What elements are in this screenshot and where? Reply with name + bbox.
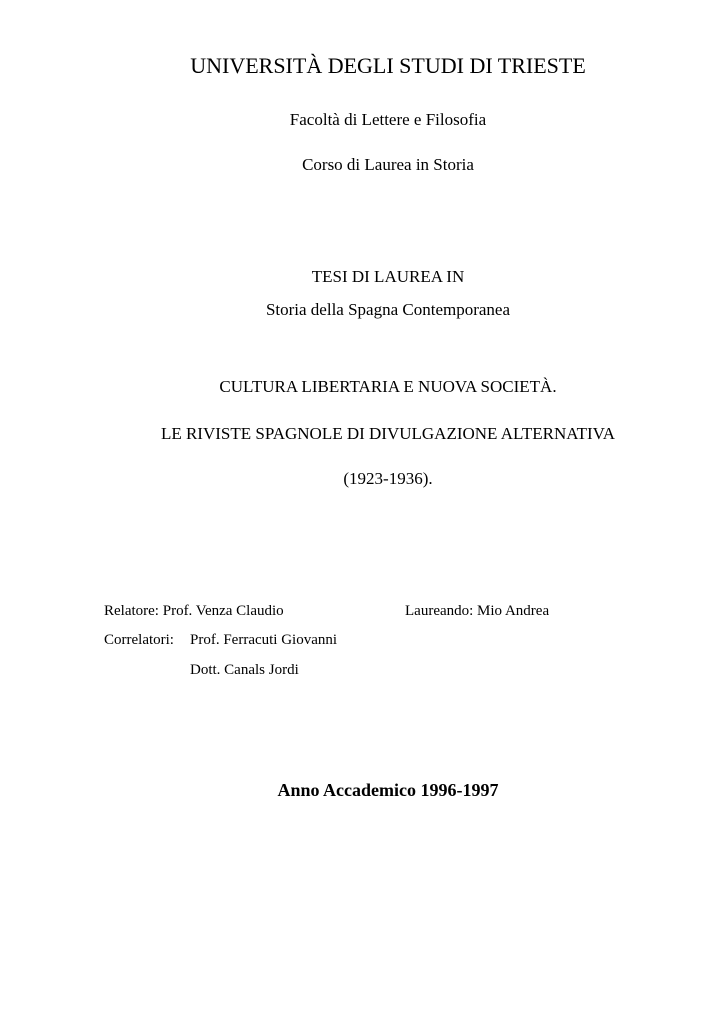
thesis-title-line-2: LE RIVISTE SPAGNOLE DI DIVULGAZIONE ALTERNATIVA [160,424,616,443]
laureando: Laureando: Mio Andrea [405,603,550,619]
thesis-subject: Storia della Spagna Contemporanea [265,300,511,319]
thesis-title-line-3: (1923-1936). [343,469,433,488]
university-name: UNIVERSITÀ DEGLI STUDI DI TRIESTE [190,53,586,78]
thesis-title-line-1: CULTURA LIBERTARIA E NUOVA SOCIETÀ. [219,377,557,396]
faculty-name: Facoltà di Lettere e Filosofia [289,110,487,129]
academic-year: Anno Accademico 1996-1997 [277,780,499,800]
correlatore: Dott. Canals Jordi [190,662,299,678]
correlatori-label: Correlatori: [104,632,174,648]
correlatore: Prof. Ferracuti Giovanni [190,632,338,648]
thesis-type: TESI DI LAUREA IN [311,267,465,286]
course-name: Corso di Laurea in Storia [302,155,474,174]
relatore: Relatore: Prof. Venza Claudio [104,603,284,619]
